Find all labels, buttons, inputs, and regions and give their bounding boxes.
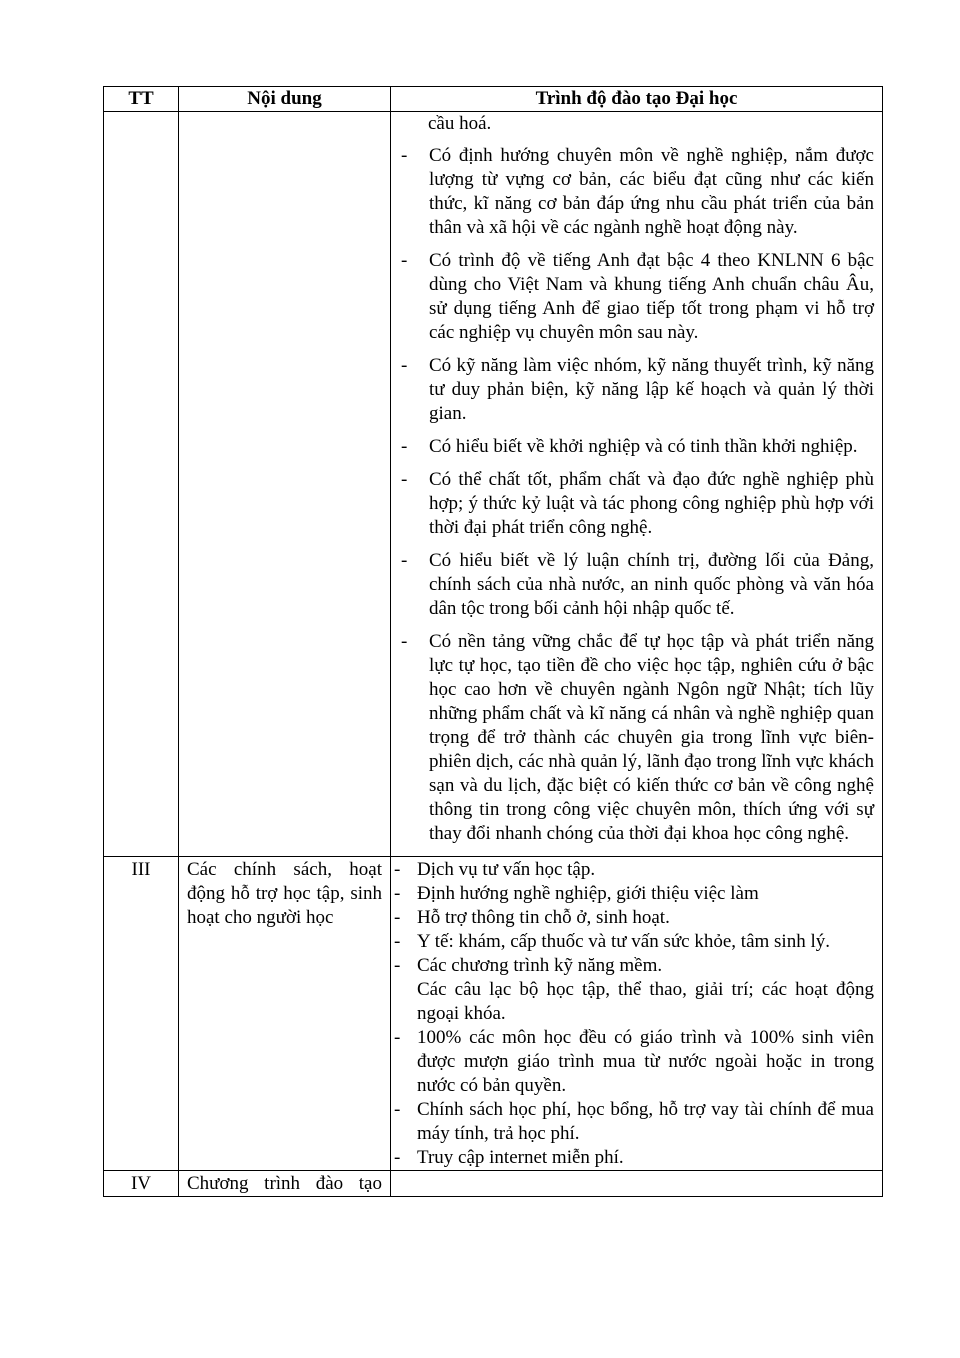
dash-marker: - xyxy=(394,955,401,976)
list-item: - Các chương trình kỹ năng mềm. xyxy=(394,955,663,976)
cell-noi-dung-iv: Chương trình đào tạo xyxy=(179,1171,391,1197)
list-item: - Có trình độ về tiếng Anh đạt bậc 4 theo KNLNN 6 bậc dùng cho Việt Nam và khung tiếng Anh chuẩn châu Âu, sử dụng tiếng Anh để giao tiếp tốt trong phạm vi hỗ trợ các nghiệp vụ chuyên môn sau này. xyxy=(401,250,874,343)
dash-marker: - xyxy=(394,931,401,952)
list-item: - Có thể chất tốt, phẩm chất và đạo đức nghề nghiệp phù hợp; ý thức kỷ luật và tác phong công nghiệp phù hợp với thời đại phát triển công nghệ. xyxy=(401,469,874,538)
list-item: - 100% các môn học đều có giáo trình và 100% sinh viên được mượn giáo trình mua từ nước ngoài hoặc in trong nước có bản quyền. xyxy=(394,1027,874,1096)
cell-objectives xyxy=(391,112,883,857)
dash-marker: - xyxy=(401,250,408,271)
dash-marker: - xyxy=(401,145,408,166)
list-item: - Có hiểu biết về lý luận chính trị, đường lối của Đảng, chính sách của nhà nước, an ninh quốc phòng và văn hóa dân tộc trong bối cảnh hội nhập quốc tế. xyxy=(401,550,874,619)
dash-marker: - xyxy=(401,550,408,571)
objectives-list xyxy=(391,144,882,856)
dash-marker: - xyxy=(394,883,401,904)
list-item: - Có kỹ năng làm việc nhóm, kỹ năng thuyết trình, kỹ năng tư duy phản biện, kỹ năng lập kế hoạch và quản lý thời gian. xyxy=(401,355,874,424)
table-row-iii xyxy=(104,857,883,1171)
list-item: Các câu lạc bộ học tập, thể thao, giải trí; các hoạt động ngoại khóa. xyxy=(417,979,874,1024)
dash-marker: - xyxy=(394,859,401,880)
table-header-row xyxy=(104,87,883,112)
program-table xyxy=(103,86,883,1197)
dash-marker: - xyxy=(394,1027,401,1048)
list-item: - Có định hướng chuyên môn về nghề nghiệp, nắm được lượng từ vựng cơ bản, các biểu đạt cũng như các kiến thức, kĩ năng cơ bản đáp ứng nhu cầu phát triển của bản thân và xã hội về các ngành nghề hoạt động này. xyxy=(401,145,874,238)
dash-marker: - xyxy=(401,355,408,376)
dash-marker: - xyxy=(394,1099,401,1120)
table-row-iv xyxy=(104,1171,883,1197)
dash-marker: - xyxy=(394,1147,401,1168)
continuation-text: cầu hoá. xyxy=(428,113,492,134)
dash-marker: - xyxy=(401,469,408,490)
list-item: - Có hiểu biết về khởi nghiệp và có tinh thần khởi nghiệp. xyxy=(401,436,858,457)
list-item: - Có nền tảng vững chắc để tự học tập và phát triển năng lực tự học, tạo tiền đề cho việc học tập, nghiên cứu ở bậc học cao hơn về chuyên ngành Ngôn ngữ Nhật; tích lũy những phẩm chất và kĩ năng cá nhân và nghề nghiệp quan trọng để trở thành các chuyên gia trong lĩnh vực biên-phiên dịch, các nhà quản lý, lãnh đạo trong lĩnh vực khách sạn và du lịch, đặc biệt có kiến thức cơ bản về công nghệ thông tin trong công việc chuyên môn, thích ứng với sự thay đổi nhanh chóng của thời đại khoa học công nghệ. xyxy=(401,631,874,844)
list-item: - Truy cập internet miễn phí. xyxy=(394,1147,624,1168)
cell-tt-iv: IV xyxy=(104,1171,179,1197)
cell-iv-empty xyxy=(391,1171,883,1197)
list-item: - Y tế: khám, cấp thuốc và tư vấn sức khỏe, tâm sinh lý. xyxy=(394,931,830,952)
cell-tt-empty xyxy=(104,112,179,857)
cell-tt-iii: III xyxy=(104,857,179,1171)
table-row-continued xyxy=(104,112,883,857)
list-item: - Định hướng nghề nghiệp, giới thiệu việc làm xyxy=(394,883,759,904)
list-item: - Dịch vụ tư vấn học tập. xyxy=(394,859,596,880)
cell-noi-dung-empty xyxy=(179,112,391,857)
dash-marker: - xyxy=(394,907,401,928)
dash-marker: - xyxy=(401,436,408,457)
header-tt: TT xyxy=(104,87,179,112)
header-trinh-do: Trình độ đào tạo Đại học xyxy=(391,87,883,112)
list-item: - Hỗ trợ thông tin chỗ ở, sinh hoạt. xyxy=(394,907,670,928)
cell-noi-dung-iii: Các chính sách, hoạt động hỗ trợ học tập, sinh hoạt cho người học xyxy=(179,857,391,1171)
header-noi-dung: Nội dung xyxy=(179,87,391,112)
list-item: - Chính sách học phí, học bổng, hỗ trợ vay tài chính để mua máy tính, trả học phí. xyxy=(394,1099,874,1144)
dash-marker: - xyxy=(401,631,408,652)
support-list xyxy=(391,857,882,1170)
cell-support-policies xyxy=(391,857,883,1171)
